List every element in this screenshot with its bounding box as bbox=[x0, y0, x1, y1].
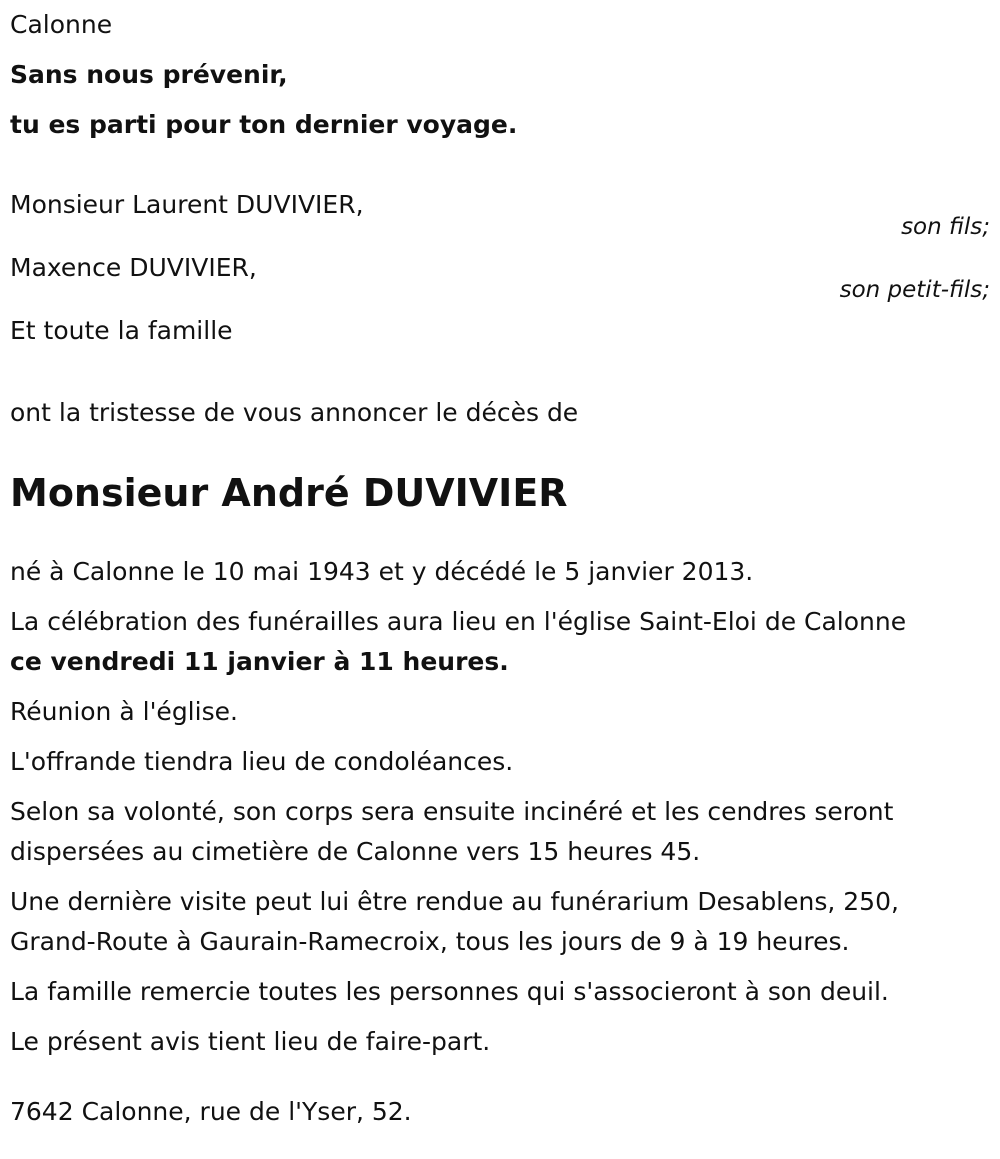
meeting-line: Réunion à l'église. bbox=[10, 697, 238, 726]
address-line: 7642 Calonne, rue de l'Yser, 52. bbox=[10, 1097, 412, 1126]
relative-name: Monsieur Laurent DUVIVIER, bbox=[10, 190, 364, 219]
notice-line: Le présent avis tient lieu de faire-part. bbox=[10, 1027, 491, 1056]
relative-role: son fils; bbox=[901, 214, 990, 240]
ceremony-time: ce vendredi 11 janvier à 11 heures. bbox=[10, 647, 509, 676]
relatives-list bbox=[10, 185, 990, 351]
announcement-text: ont la tristesse de vous annoncer le décès de bbox=[10, 398, 579, 427]
visit-paragraph bbox=[10, 882, 990, 962]
cremation-paragraph bbox=[10, 792, 990, 872]
cremation-line: Selon sa volonté, son corps sera ensuite inciné́ré et les cendres seront bbox=[10, 797, 894, 826]
relative-name: Maxence DUVIVIER, bbox=[10, 253, 257, 282]
cremation-line: dispersées au cimetière de Calonne vers 15 heures 45. bbox=[10, 837, 701, 866]
thanks-line: La famille remercie toutes les personnes qui s'associeront à son deuil. bbox=[10, 977, 889, 1006]
relative-row bbox=[10, 311, 990, 351]
verse-line-2: tu es parti pour ton dernier voyage. bbox=[10, 110, 518, 139]
relative-role: son petit-fils; bbox=[839, 277, 990, 303]
details-section bbox=[10, 552, 990, 1062]
relative-row bbox=[10, 185, 990, 248]
relative-row bbox=[10, 248, 990, 311]
ceremony-line: La célébration des funérailles aura lieu en l'église Saint-Eloi de Calonne bbox=[10, 607, 907, 636]
verse-line-1: Sans nous prévenir, bbox=[10, 60, 288, 89]
header bbox=[10, 5, 990, 155]
town-label: Calonne bbox=[10, 10, 113, 39]
obituary-notice bbox=[10, 5, 990, 1132]
offering-line: L'offrande tiendra lieu de condoléances. bbox=[10, 747, 514, 776]
deceased-name: Monsieur André DUVIVIER bbox=[10, 471, 568, 515]
visit-line: Grand-Route à Gaurain-Ramecroix, tous les jours de 9 à 19 heures. bbox=[10, 927, 850, 956]
ceremony-paragraph bbox=[10, 602, 990, 682]
birth-death-line: né à Calonne le 10 mai 1943 et y décédé le 5 janvier 2013. bbox=[10, 557, 754, 586]
visit-line: Une dernière visite peut lui être rendue au funérarium Desablens, 250, bbox=[10, 887, 899, 916]
relative-name: Et toute la famille bbox=[10, 316, 233, 345]
